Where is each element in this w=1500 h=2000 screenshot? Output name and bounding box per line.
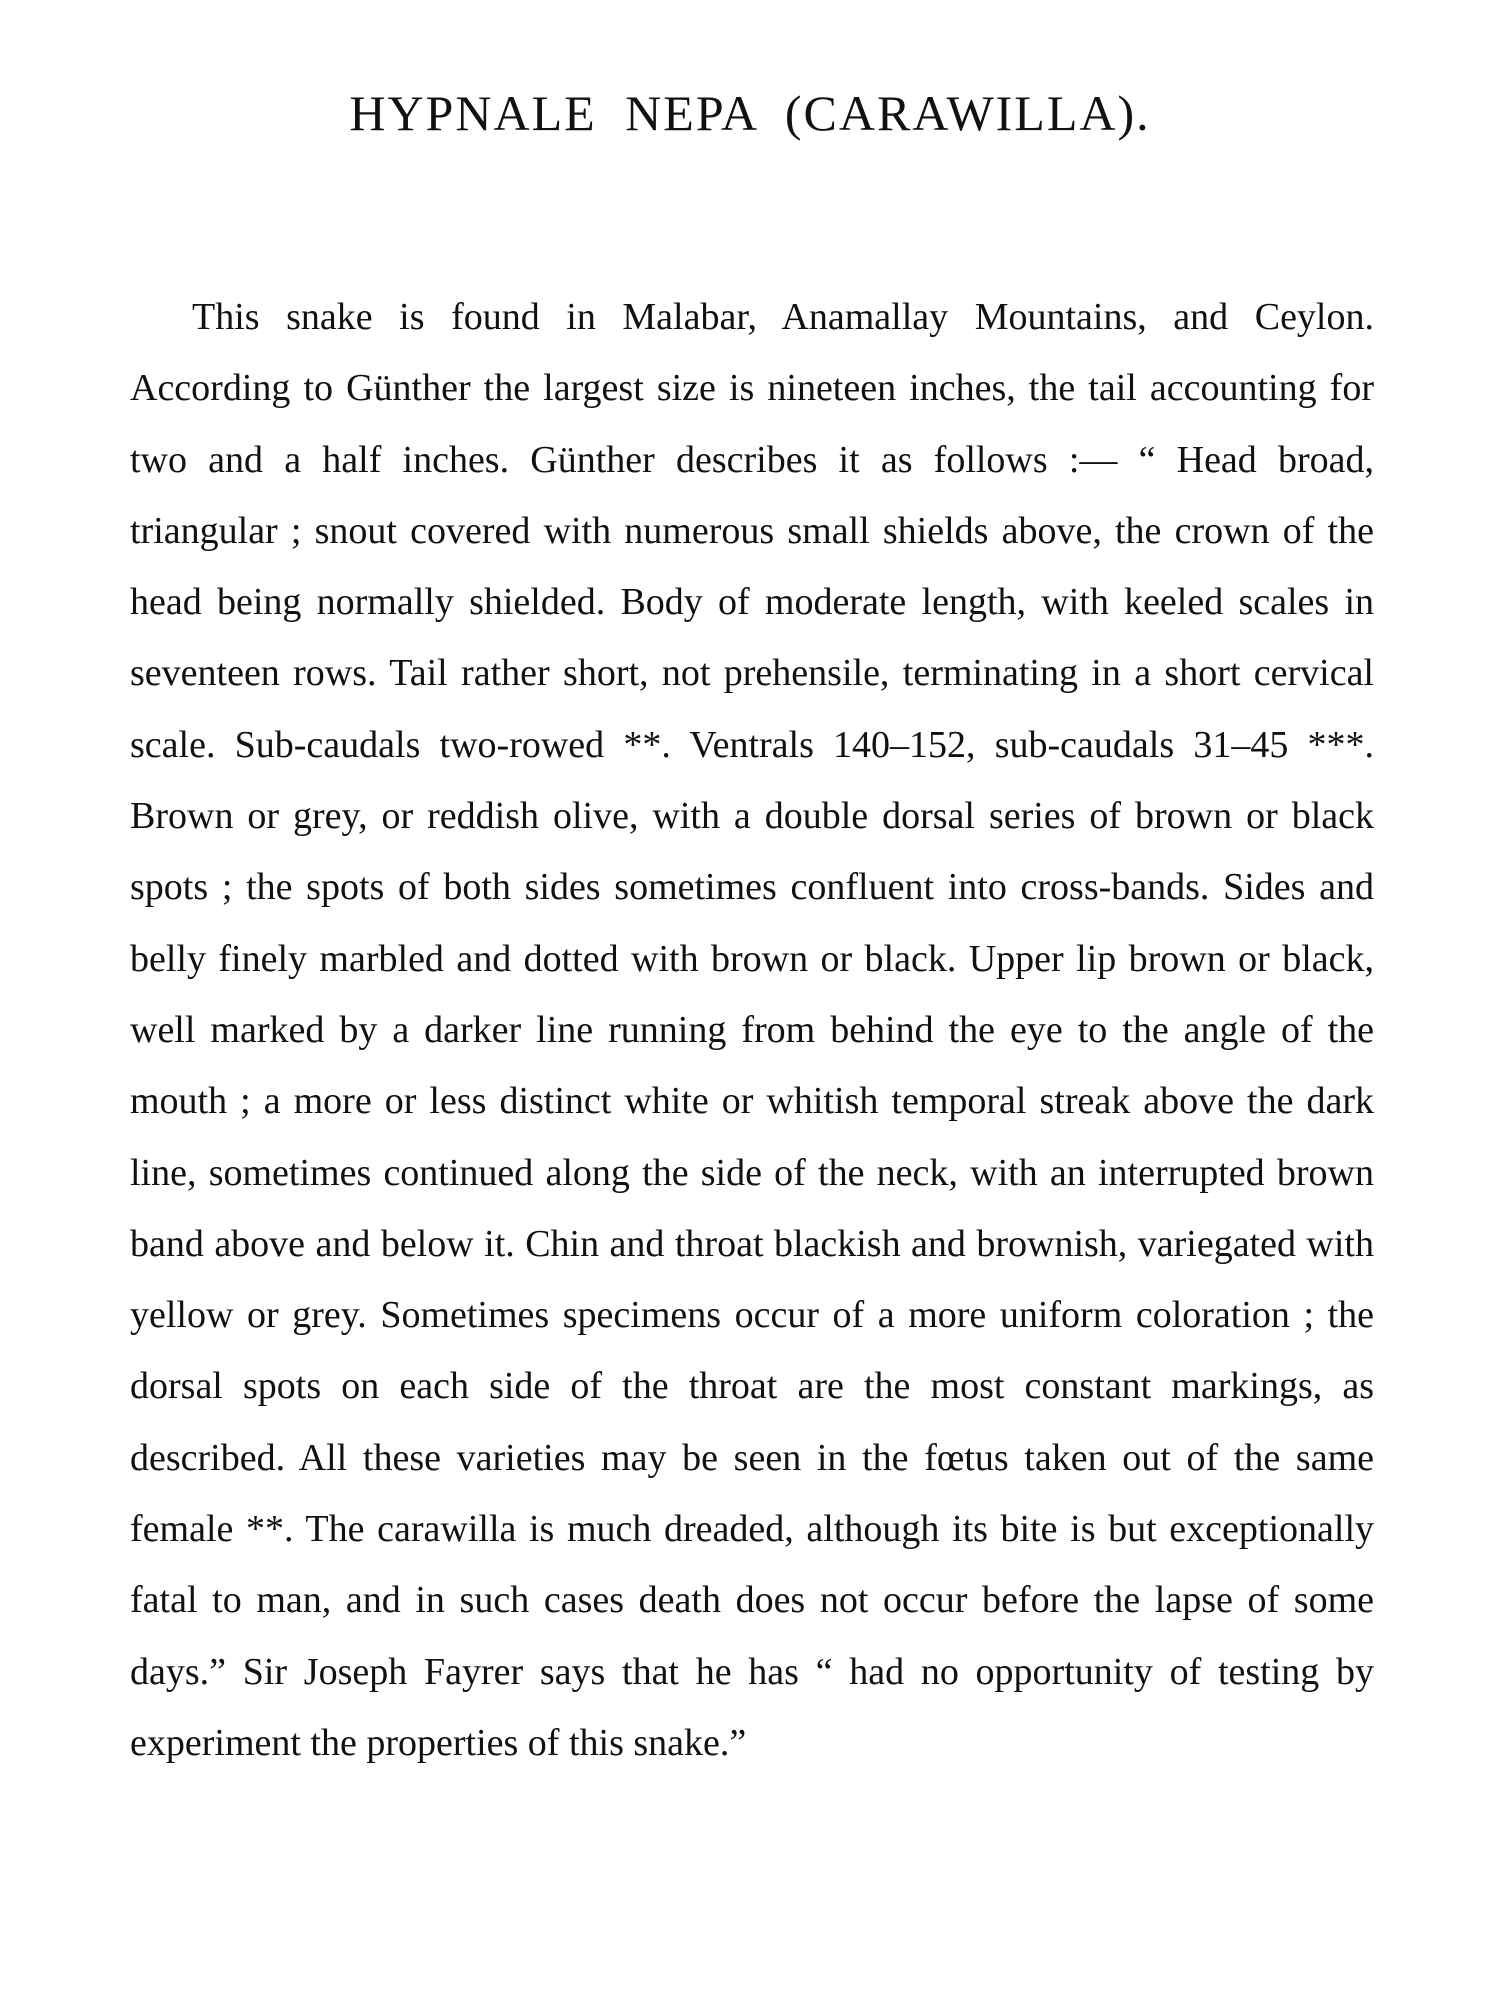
- body-paragraph: This snake is found in Malabar, Anamallay Mountains, and Ceylon. According to Günther the largest size is nineteen inches, the tail accounting for two and a half inches. Günther describes it as follows :— “ Head broad, triangular ; snout covered with numerous small shields above, the crown of the head being normally shielded. Body of moderate length, with keeled scales in seventeen rows. Tail rather short, not prehensile, terminating in a short cervical scale. Sub-caudals two-rowed **. Ventrals 140–152, sub-caudals 31–45 ***. Brown or grey, or reddish olive, with a double dorsal series of brown or black spots ; the spots of both sides sometimes confluent into cross-bands. Sides and belly finely marbled and dotted with brown or black. Upper lip brown or black, well marked by a darker line running from behind the eye to the angle of the mouth ; a more or less distinct white or whitish temporal streak above the dark line, sometimes continued along the side of the neck, with an interrupted brown band above and below it. Chin and throat blackish and brownish, variegated with yellow or grey. Sometimes specimens occur of a more uniform coloration ; the dorsal spots on each side of the throat are the most constant markings, as described. All these varieties may be seen in the fœtus taken out of the same female **. The carawilla is much dreaded, although its bite is but exceptionally fatal to man, and in such cases death does not occur before the lapse of some days.” Sir Joseph Fayrer says that he has “ had no opportunity of testing by experiment the properties of this snake.”: [130, 296, 1374, 1764]
- page-title: HYPNALE NEPA (CARAWILLA).: [349, 85, 1151, 141]
